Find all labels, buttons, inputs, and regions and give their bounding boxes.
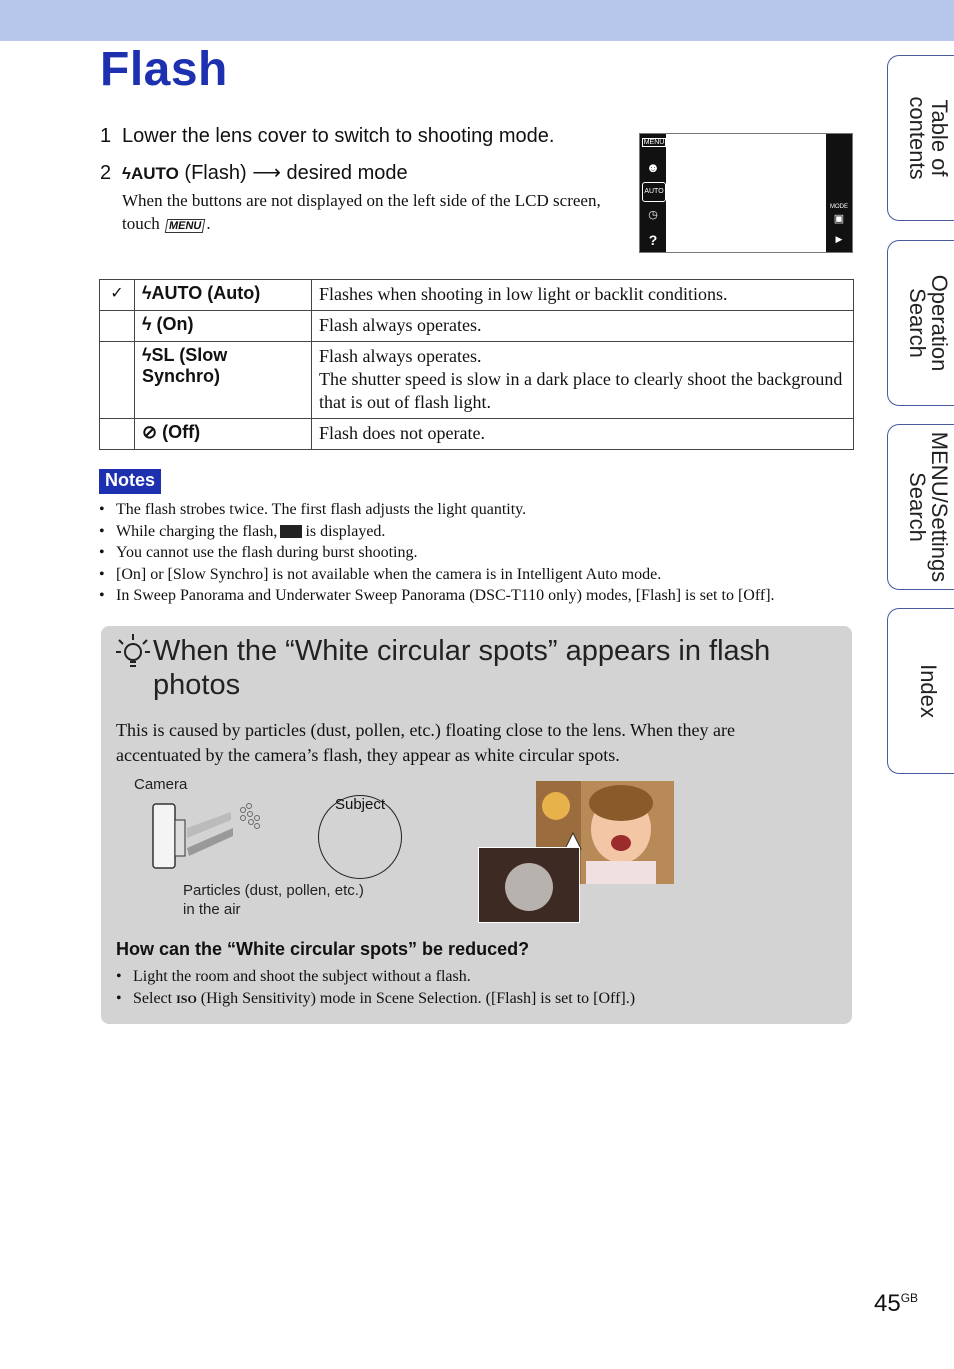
list-item: • The flash strobes twice. The first flash adjusts the light quantity. (99, 499, 859, 521)
note-text: is displayed. (305, 522, 386, 540)
step-2 (100, 160, 408, 185)
lcd-screen-illustration (639, 133, 853, 253)
step-2-description (122, 189, 612, 235)
mode-label: (Slow Synchro) (142, 345, 228, 386)
step-number: 2 (100, 162, 112, 184)
list-item: • Light the room and shoot the subject without a flash. (116, 966, 635, 988)
page-number (874, 1290, 918, 1318)
tab-index[interactable] (887, 608, 954, 774)
mode-label: (Off) (162, 422, 201, 442)
check-cell (100, 311, 135, 342)
step-text-mode: desired mode (286, 162, 408, 184)
mode-label: (On) (156, 314, 194, 334)
help-icon: ? (648, 232, 658, 248)
flash-off-icon: ⊘ (142, 422, 158, 442)
camera-diagram (151, 798, 266, 873)
list-item (99, 521, 859, 543)
camera-label: Camera (134, 776, 188, 793)
default-check-icon: ✓ (100, 280, 135, 311)
description-end: . (206, 214, 211, 233)
camera-mode-icon: ▣ (833, 213, 845, 225)
hint-list (116, 966, 635, 1010)
step-text: Lower the lens cover to switch to shooting mode. (122, 125, 555, 147)
tab-label: Table of contents (904, 96, 952, 180)
lcd-left-panel (640, 134, 666, 252)
notes-badge: Notes (99, 469, 161, 494)
list-item (116, 988, 635, 1011)
mode-name (135, 280, 312, 311)
arrow-right-icon: ⟶ (252, 162, 281, 184)
menu-icon: MENU (165, 219, 206, 233)
flash-charging-icon (280, 525, 302, 538)
white-spot-closeup (478, 847, 580, 923)
hint-title: When the “White circular spots” appears in flash photos (153, 635, 771, 701)
check-cell (100, 419, 135, 450)
white-spot-image (479, 848, 579, 922)
particles-line-1: Particles (dust, pollen, etc.) (183, 882, 364, 899)
smile-icon: ☻ (646, 160, 660, 175)
list-item: • You cannot use the flash during burst shooting. (99, 542, 859, 564)
self-timer-icon: ◷ (648, 209, 658, 221)
tab-table-of-contents[interactable] (887, 55, 954, 221)
list-item: • In Sweep Panorama and Underwater Sweep Panorama (DSC-T110 only) modes, [Flash] is set to [Off]. (99, 585, 859, 607)
description-text: When the buttons are not displayed on the left side of the LCD screen, touch (122, 191, 601, 233)
page-number-suffix: GB (900, 1291, 919, 1305)
lightbulb-icon (115, 632, 151, 672)
mode-description: Flash always operates. The shutter speed is slow in a dark place to clearly shoot the background that is out of flash light. (312, 342, 854, 419)
page-number-value: 45 (874, 1290, 901, 1317)
lcd-right-panel (826, 134, 852, 252)
mode-label: (Auto) (207, 283, 261, 303)
hint-paragraph: This is caused by particles (dust, pollen, etc.) floating close to the lens. When they are accentuated by the camera’s flash, they appear as white circular spots. (116, 720, 735, 765)
tab-label: MENU/Settings Search (904, 431, 952, 583)
table-row (100, 419, 854, 450)
hint-box (101, 626, 852, 1024)
mode-name (135, 311, 312, 342)
hint-text: Select (133, 989, 173, 1007)
subject-circle (318, 795, 402, 879)
flash-auto-icon: ϟAUTO (142, 283, 203, 303)
header-bar (0, 0, 954, 41)
step-number: 1 (100, 125, 112, 147)
notes-list (99, 499, 859, 607)
note-text: While charging the flash, (116, 522, 278, 540)
playback-icon: ▶ (835, 234, 843, 244)
table-row (100, 311, 854, 342)
mode-description: Flash always operates. (312, 311, 854, 342)
tab-label: Operation Search (904, 274, 952, 372)
tab-label: Index (915, 664, 941, 718)
particles-label (183, 881, 364, 919)
check-cell (100, 342, 135, 419)
flash-modes-table (99, 279, 854, 450)
flash-slow-synchro-icon: ϟSL (142, 345, 175, 365)
page-title: Flash (100, 43, 228, 96)
lcd-mode-label: MODE (830, 204, 848, 210)
table-row (100, 280, 854, 311)
step-text-flash: (Flash) (184, 162, 247, 184)
flash-on-icon: ϟ (142, 314, 152, 334)
mode-description: Flashes when shooting in low light or backlit conditions. (312, 280, 854, 311)
lcd-flash-icon: AUTO (642, 182, 666, 202)
particles-line-2: in the air (183, 901, 241, 918)
hint-subheading: How can the “White circular spots” be reduced? (116, 939, 530, 959)
list-item: • [On] or [Slow Synchro] is not available when the camera is in Intelligent Auto mode. (99, 564, 859, 586)
tab-menu-settings-search[interactable] (887, 424, 954, 590)
lcd-menu-icon: MENU (643, 139, 665, 146)
table-row (100, 342, 854, 419)
step-1 (100, 125, 554, 148)
mode-name (135, 419, 312, 450)
tab-operation-search[interactable] (887, 240, 954, 406)
subject-label: Subject (334, 796, 386, 813)
flash-auto-icon: ϟAUTO (122, 164, 179, 183)
hint-text: (High Sensitivity) mode in Scene Selection. ([Flash] is set to [Off].) (200, 989, 636, 1007)
mode-name (135, 342, 312, 419)
mode-description: Flash does not operate. (312, 419, 854, 450)
high-sensitivity-icon: ISO (176, 991, 197, 1006)
